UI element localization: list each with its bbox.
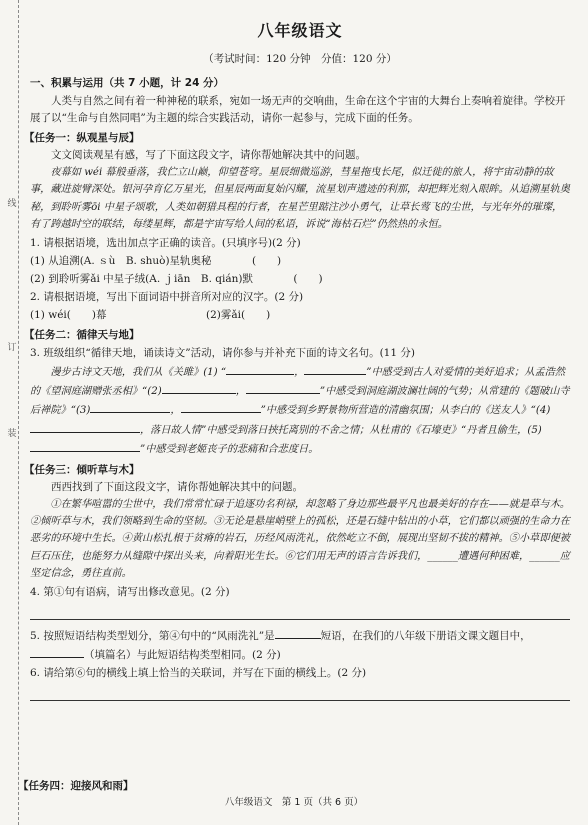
task2-passage: 漫步古诗文天地，我们从《关雎》(1) “ ， ”中感受到古人对爱情的美好追求；从孟浩然的《望洞庭湖赠张丞相》“(2) ， ”中感受到洞庭湖波澜壮阔的气势；从常建的《题破山寺后禅院》“(3) ， ”中感受到乡野景物所营造的清幽氛围；从李白的《送友人》“(4)，落日故人情”中感受到落日挟托离别的不舍之情；从杜甫的《石壕吏》“丹者且偷生，(5)”中感受到老姬丧子的悲痛和合悲度日。 — [30, 362, 570, 459]
answer-1b-paren[interactable]: ( ) — [293, 272, 323, 285]
question-2: 2. 请根据语境，写出下面词语中拼音所对应的汉字。(2 分) — [30, 290, 304, 303]
task4-label: 【任务四：迎接风和雨】 — [18, 780, 134, 792]
task3-label: 【任务三：倾听草与木】 — [24, 463, 140, 476]
question-5-text-b: 短语，在我们的八年级下册语文课文题目中， — [320, 629, 531, 642]
question-2-row — [30, 306, 570, 324]
question-2a[interactable]: (1) wéi( )幕 — [30, 308, 107, 321]
task1-passage: 夜幕如 wéi 幕般垂落，我伫立山巅，仰望苍穹。星辰细微巡游，彗星拖曳长尾，似迁徙的旅人，将宇宙动静的故事，藏进旋臂深处。银河孕育亿万星光，但星辰两面复始闪耀，流星划声遗迹的利那，却把辉光刻入眼眸。从追溯星轨奥秘，到聆听雾ōi 中星子颂歌，人类如朝猎具程的行者，在星芒里踮注沙小勇气，让草长莺飞的尘世，与光年外的璀璨，有了跨越时空的联结，每缕星辉，都是宇宙写给人间的私语，诉说“海枯石烂”仍然热的永恒。 — [30, 167, 570, 231]
binding-char-line: 线 — [6, 196, 18, 209]
answer-5-blank-2[interactable] — [30, 645, 84, 658]
answer-5-blank-1[interactable] — [275, 626, 321, 639]
question-4: 4. 第①句有语病，请写出修改意见。(2 分) — [30, 585, 230, 598]
poem-blank-2b[interactable] — [246, 381, 320, 394]
exam-page — [24, 18, 570, 707]
question-5 — [30, 626, 570, 664]
question-2b[interactable]: (2)雾ǎi( ) — [206, 308, 271, 321]
question-1b: (2) 到聆听雾ǎi 中星子绒(A. ｊiān B. qián)默 — [30, 272, 253, 285]
task1-intro: 文文阅读观星有感，写了下面这段文字，请你帮她解决其中的问题。 — [51, 149, 366, 161]
question-5-text-a: 5. 按照短语结构类型划分，第④句中的“风雨洗礼”是 — [30, 629, 275, 642]
answer-4-line[interactable] — [30, 603, 570, 620]
poem-text-f: ”中感受到老姬丧子的悲痛和合悲度日。 — [140, 444, 319, 456]
question-1b-row — [30, 270, 570, 288]
poem-text-d: ”中感受到乡野景物所营造的清幽氛围；从李白的《送友人》“(4) — [260, 405, 551, 417]
question-1: 1. 请根据语境，选出加点字正确的读音。(只填序号)(2 分) — [30, 236, 301, 249]
poem-blank-1b[interactable] — [304, 362, 366, 375]
poem-text-a: 漫步古诗文天地，我们从《关雎》(1) “ — [50, 366, 227, 378]
poem-text-e: ，落日故人情”中感受到落日挟托离别的不舍之情；从杜甫的《石壕吏》“丹者且偷生，(5) — [140, 424, 542, 436]
binding-char-bind: 订 — [6, 340, 18, 353]
poem-text-c: ”中感受到洞庭湖波澜壮阔的气势；从常建的《题破山寺后禅院》“(3) — [30, 386, 570, 417]
poem-text-b: ”中感受到古人对爱情的美好追求；从孟浩然的《望洞庭湖赠张丞相》“(2) — [30, 366, 566, 398]
question-6: 6. 请给第⑥句的横线上填上恰当的关联词，并写在下面的横线上。(2 分) — [30, 666, 367, 679]
poem-blank-1a[interactable] — [226, 362, 294, 375]
poem-blank-2a[interactable] — [162, 381, 236, 394]
binding-margin — [6, 0, 19, 825]
question-3: 3. 班级组织“循律天地，诵读诗文”活动，请你参与并补充下面的诗文名句。(11 分) — [30, 346, 415, 359]
binding-char-seal: 装 — [6, 426, 18, 439]
poem-blank-5[interactable] — [30, 439, 140, 452]
section-intro: 人类与自然之间有着一种神秘的联系，宛如一场无声的交响曲，生命在这个宇宙的大舞台上奏响着旋律。学校开展了以“生命与自然同唱”为主题的综合实践活动，请你一起参与，完成下面的任务。 — [30, 95, 566, 124]
task1-label: 【任务一：纵观星与辰】 — [24, 132, 140, 144]
task3-passage: ①在繁华喧嚣的尘世中，我们常常忙碌于追逐功名利禄，却忽略了身边那些最平凡也最美好的存在——就是草与木。②倾听草与木，我们领略到生命的坚韧。③无论是悬崖峭壁上的孤松，还是石缝中钻出的小草，它们都以顽强的生命力在恶劣的环境中生长。④黄山松扎根于贫瘠的岩石，历经风雨洗礼，依然屹立不倒，展现出坚韧不拔的精神。⑤小草即便被巨石压住，也能努力从缝隙中探出头来，向着阳光生长。⑥它们用无声的语言告诉我们，______遭遇何种困难，______应坚定信念，勇往直前。 — [30, 498, 570, 580]
task2-label: 【任务二：循律天与地】 — [24, 328, 140, 341]
poem-blank-3a[interactable] — [90, 400, 170, 413]
question-1a: (1) 从追溯(A. ｓù B. shuò)星轨奥秘 — [30, 254, 212, 267]
poem-blank-3b[interactable] — [181, 400, 261, 413]
answer-6-line[interactable] — [30, 684, 570, 701]
task3-intro: 西西找到了下面这段文字，请你帮她解决其中的问题。 — [51, 480, 303, 493]
answer-1a-paren[interactable]: ( ) — [251, 254, 282, 267]
section-heading: 一、积累与运用（共 7 小题，计 24 分） — [30, 77, 225, 89]
question-5-text-c: （填篇名）与此短语结构类型相同。(2 分) — [84, 648, 281, 661]
page-title: 八年级语文 — [257, 21, 343, 40]
page-footer: 八年级语文 第 1 页（共 6 页） — [224, 797, 364, 808]
question-1a-row — [30, 252, 570, 270]
exam-meta: （考试时间：120 分钟 分值：120 分） — [203, 53, 397, 65]
poem-blank-4[interactable] — [30, 420, 140, 433]
